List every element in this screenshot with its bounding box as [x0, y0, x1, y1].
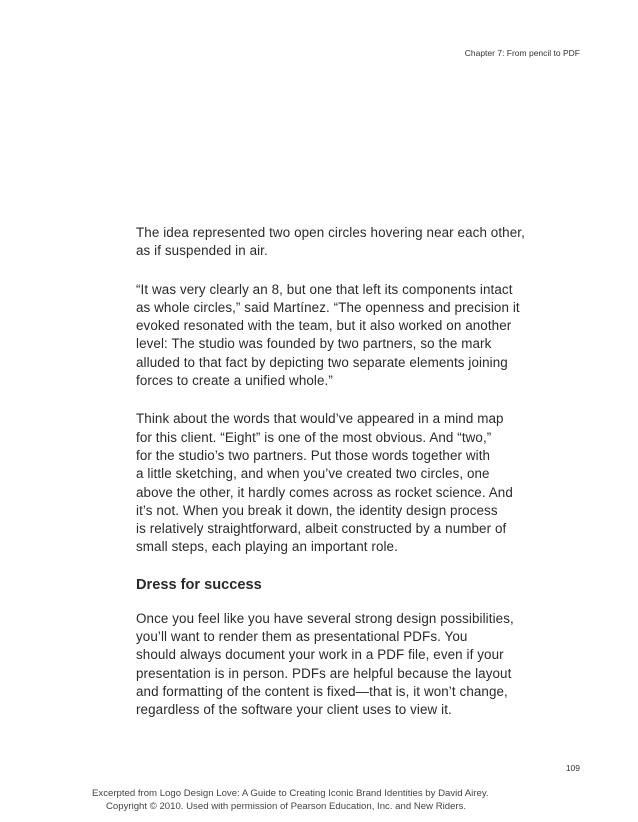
- excerpt-line: Excerpted from Logo Design Love: A Guide to Creating Iconic Brand Identities by David Airey.: [92, 788, 489, 799]
- section-heading: Dress for success: [136, 576, 262, 593]
- text-line: presentation is in person. PDFs are helpful because the layout: [136, 665, 512, 681]
- text-line: The idea represented two open circles hovering near each other,: [136, 225, 525, 240]
- text-line: regardless of the software your client uses to view it.: [136, 702, 452, 718]
- text-line: forces to create a unified whole.”: [136, 373, 333, 389]
- text-line: as if suspended in air.: [136, 243, 268, 259]
- text-line: for the studio’s two partners. Put those words together with: [136, 447, 491, 463]
- text-line: and formatting of the content is fixed—that is, it won’t change,: [136, 683, 508, 699]
- text-line: alluded to that fact by depicting two separate elements joining: [136, 354, 508, 370]
- page-number: 109: [565, 763, 580, 773]
- text-line: Once you feel like you have several strong design possibilities,: [136, 610, 514, 626]
- paragraph-2: [136, 281, 586, 391]
- text-line: Think about the words that would’ve appeared in a mind map: [136, 411, 504, 427]
- text-line: should always document your work in a PDF file, even if your: [136, 647, 504, 663]
- text-line: as whole circles,” said Martínez. “The openness and precision it: [136, 299, 520, 315]
- text-line: evoked resonated with the team, but it also worked on another: [136, 318, 512, 334]
- body-text: [136, 224, 586, 740]
- text-line: a little sketching, and when you’ve created two circles, one: [136, 466, 490, 482]
- text-line: you’ll want to render them as presentational PDFs. You: [136, 629, 468, 645]
- paragraph-3: [136, 410, 586, 556]
- copyright-line: Copyright © 2010. Used with permission of Pearson Education, Inc. and New Riders.: [106, 801, 467, 812]
- paragraph-4: [136, 610, 586, 720]
- text-line: it’s not. When you break it down, the identity design process: [136, 502, 498, 518]
- running-head: Chapter 7: From pencil to PDF: [464, 48, 580, 58]
- text-line: level: The studio was founded by two partners, so the mark: [136, 336, 492, 352]
- text-line: above the other, it hardly comes across as rocket science. And: [136, 484, 513, 500]
- excerpt-note: [92, 787, 532, 813]
- text-line: “It was very clearly an 8, but one that left its components intact: [136, 281, 513, 297]
- text-line: is relatively straightforward, albeit constructed by a number of: [136, 521, 507, 537]
- text-line: small steps, each playing an important role.: [136, 539, 398, 555]
- text-line: for this client. “Eight” is one of the most obvious. And “two,”: [136, 429, 492, 445]
- paragraph-1: [136, 224, 586, 261]
